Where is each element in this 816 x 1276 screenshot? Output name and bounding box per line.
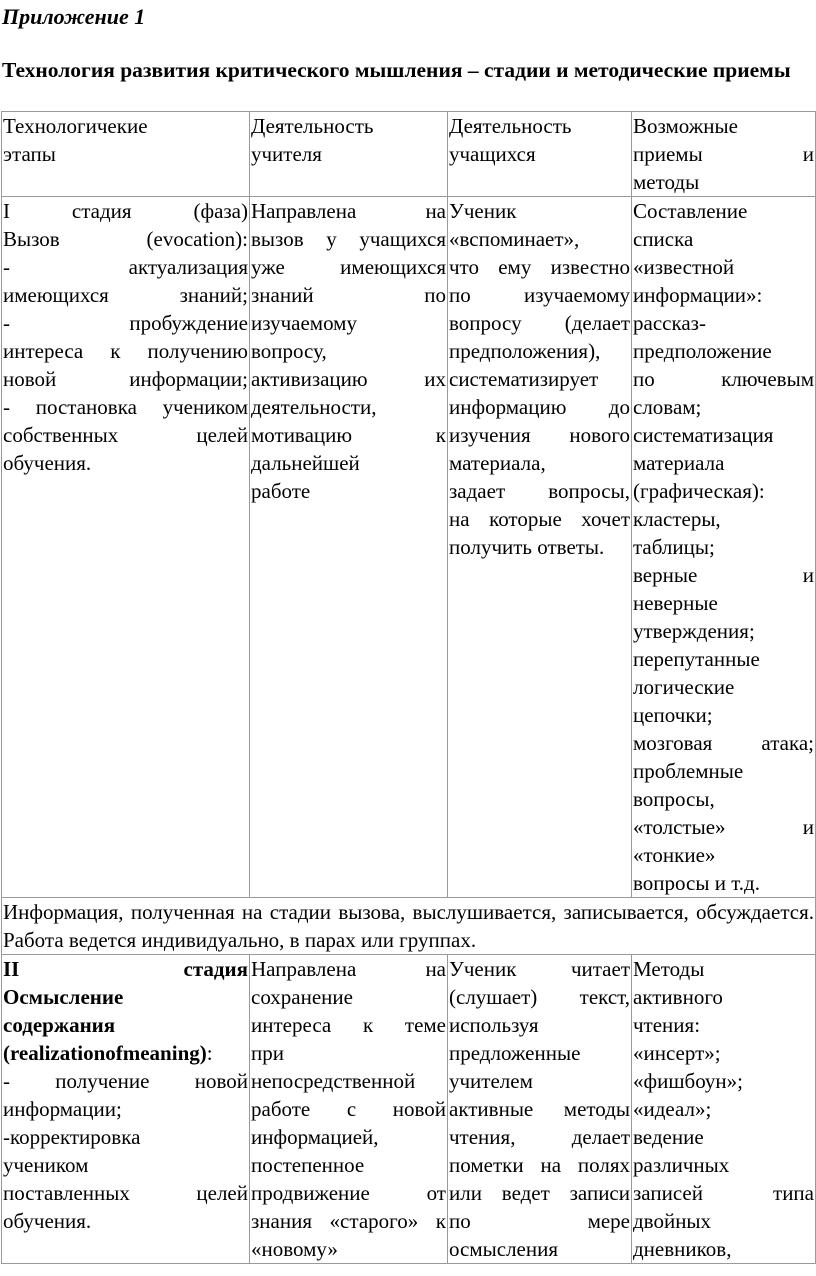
cell-line: «новому» xyxy=(251,1237,338,1261)
stage1-teacher-cell xyxy=(250,197,448,898)
cell-line: деятельности, xyxy=(251,395,377,419)
header-stages xyxy=(2,112,250,197)
cell-line: предположения), xyxy=(449,339,601,363)
stage1-stage-cell xyxy=(2,197,250,898)
cell-line: мотивацию к xyxy=(251,423,446,447)
cell-line: материала xyxy=(633,451,725,475)
cell-line: или ведет записи xyxy=(449,1181,630,1205)
cell-line: Возможные xyxy=(633,114,738,138)
cell-line: дневников, xyxy=(633,1237,732,1261)
cell-line: по изучаемому xyxy=(449,283,630,307)
cell-line: при xyxy=(251,1041,284,1065)
table-row-note xyxy=(2,898,816,955)
cell-line: изучения нового xyxy=(449,423,630,447)
cell-line: содержания xyxy=(3,1013,116,1037)
cell-line: учащихся xyxy=(449,142,536,166)
cell-line: что ему известно xyxy=(449,255,630,279)
cell-line: материала, xyxy=(449,451,546,475)
cell-line: «идеал»; xyxy=(633,1097,712,1121)
header-teacher xyxy=(250,112,448,197)
cell-line: проблемные xyxy=(633,759,744,783)
cell-line: постепенное xyxy=(251,1153,365,1177)
cell-line: систематизирует xyxy=(449,367,599,391)
cell-line: утверждения; xyxy=(633,619,755,643)
cell-line: вопросы, xyxy=(633,787,715,811)
cell-line: (слушает) текст, xyxy=(449,985,630,1009)
cell-line: предположение xyxy=(633,339,772,363)
cell-line: «инсерт»; xyxy=(633,1041,721,1065)
stage2-teacher-cell xyxy=(250,955,448,1264)
cell-line: II стадия xyxy=(3,957,248,981)
cell-line: вызов у учащихся xyxy=(251,227,446,251)
cell-line: таблицы; xyxy=(633,535,715,559)
cell-line: Деятельность xyxy=(449,114,572,138)
cell-line: работе xyxy=(251,479,311,503)
table-row-stage1 xyxy=(2,197,816,898)
cell-line: «известной xyxy=(633,255,735,279)
cell-line: обучения. xyxy=(3,451,92,475)
cell-line: по ключевым xyxy=(633,367,814,391)
stage2-stage-cell xyxy=(2,955,250,1264)
table-header-row xyxy=(2,112,816,197)
cell-line: «толстые» и xyxy=(633,815,814,839)
cell-line: этапы xyxy=(3,142,56,166)
cell-line: Деятельность xyxy=(251,114,374,138)
cell-line: активные методы xyxy=(449,1097,630,1121)
stage1-students-cell xyxy=(448,197,632,898)
stages-table xyxy=(1,111,816,1264)
cell-line: сохранение xyxy=(251,985,353,1009)
cell-line: учителем xyxy=(449,1069,533,1093)
cell-line: имеющихся знаний; xyxy=(3,283,248,307)
cell-line: знания «старого» к xyxy=(251,1209,446,1233)
cell-line: задает вопросы, xyxy=(449,479,630,503)
cell-line: - получение новой xyxy=(3,1069,248,1093)
cell-line: по мере xyxy=(449,1209,630,1233)
table-row-stage2 xyxy=(2,955,816,1264)
cell-line: -корректировка xyxy=(3,1125,141,1149)
cell-line: чтения: xyxy=(633,1013,701,1037)
cell-line: интереса к получению xyxy=(3,339,248,363)
document-title: Технология развития критического мышления – стадии и методические приемы xyxy=(2,58,791,82)
cell-line: Методы xyxy=(633,957,705,981)
cell-line: продвижение от xyxy=(251,1181,446,1205)
cell-line: перепутанные xyxy=(633,647,760,671)
cell-line: чтения, делает xyxy=(449,1125,630,1149)
cell-line: «вспоминает», xyxy=(449,227,580,251)
cell-line: неверные xyxy=(633,591,718,615)
cell-line: рассказ- xyxy=(633,311,706,335)
stage1-methods-cell xyxy=(632,197,816,898)
cell-line: новой информации; xyxy=(3,367,248,391)
cell-line: работе с новой xyxy=(251,1097,446,1121)
cell-line: (графическая): xyxy=(633,479,765,503)
cell-line: активизацию их xyxy=(251,367,446,391)
cell-line: Направлена на xyxy=(251,199,446,223)
stage2-stage-items xyxy=(3,1067,248,1235)
cell-line: интереса к теме xyxy=(251,1013,446,1037)
cell-line: пометки на полях xyxy=(449,1153,630,1177)
stage2-students-cell xyxy=(448,955,632,1264)
stage1-note-cell: Информация, полученная на стадии вызова, выслушивается, записывается, обсуждается. Работа ведется индивидуально, в парах или группах. xyxy=(2,898,816,955)
cell-line: - постановка учеником xyxy=(3,395,248,419)
cell-line: уже имеющихся xyxy=(251,255,446,279)
cell-line: учителя xyxy=(251,142,322,166)
cell-line: систематизация xyxy=(633,423,774,447)
cell-line: непосредственной xyxy=(251,1069,416,1093)
cell-line: предложенные xyxy=(449,1041,581,1065)
header-students xyxy=(448,112,632,197)
cell-line: верные и xyxy=(633,563,814,587)
cell-line: - пробуждение xyxy=(3,311,248,335)
appendix-label: Приложение 1 xyxy=(2,4,146,29)
cell-line: активного xyxy=(633,985,723,1009)
cell-line: ведение xyxy=(633,1125,704,1149)
cell-line: Направлена на xyxy=(251,957,446,981)
cell-line: логические xyxy=(633,675,735,699)
cell-line: информации; xyxy=(3,1097,122,1121)
cell-line: записей типа xyxy=(633,1181,814,1205)
cell-line: «фишбоун»; xyxy=(633,1069,743,1093)
cell-line: информацией, xyxy=(251,1125,379,1149)
cell-line: получить ответы. xyxy=(449,535,605,559)
cell-line: вопросу (делает xyxy=(449,311,630,335)
cell-line: дальнейшей xyxy=(251,451,360,475)
heading-colon: : xyxy=(206,1041,213,1065)
cell-line: собственных целей xyxy=(3,423,248,447)
header-methods xyxy=(632,112,816,197)
cell-line: кластеры, xyxy=(633,507,721,531)
cell-line: методы xyxy=(633,170,700,194)
cell-line: вопросу, xyxy=(251,339,327,363)
cell-line: поставленных целей xyxy=(3,1181,248,1205)
cell-line: используя xyxy=(449,1013,539,1037)
cell-line: на которые хочет xyxy=(449,507,630,531)
cell-line: словам; xyxy=(633,395,702,419)
cell-line: списка xyxy=(633,227,694,251)
cell-line: изучаемому xyxy=(251,311,357,335)
cell-line: цепочки; xyxy=(633,703,713,727)
cell-line: мозговая атака; xyxy=(633,731,814,755)
stage2-methods-cell xyxy=(632,955,816,1264)
cell-line: «тонкие» xyxy=(633,843,716,867)
cell-line: знаний по xyxy=(251,283,446,307)
cell-line: учеником xyxy=(3,1153,89,1177)
cell-line: вопросы и т.д. xyxy=(633,871,760,895)
cell-line: приемы и xyxy=(633,142,814,166)
cell-line: различных xyxy=(633,1153,730,1177)
cell-line: информацию до xyxy=(449,395,630,419)
cell-line: I стадия (фаза) xyxy=(3,199,248,223)
cell-line: (realizationofmeaning): xyxy=(3,1041,213,1065)
cell-line: Ученик xyxy=(449,199,517,223)
cell-line: Технологичекие xyxy=(3,114,148,138)
cell-line: информации»: xyxy=(633,283,763,307)
cell-line: Ученик читает xyxy=(449,957,630,981)
cell-line: обучения. xyxy=(3,1209,92,1233)
cell-line: двойных xyxy=(633,1209,712,1233)
cell-line: Вызов (evocation): xyxy=(3,227,248,251)
cell-line: осмысления xyxy=(449,1237,558,1261)
cell-line: Составление xyxy=(633,199,748,223)
cell-line: - актуализация xyxy=(3,255,248,279)
cell-line: Осмысление xyxy=(3,985,124,1009)
stage2-heading xyxy=(3,955,248,1067)
